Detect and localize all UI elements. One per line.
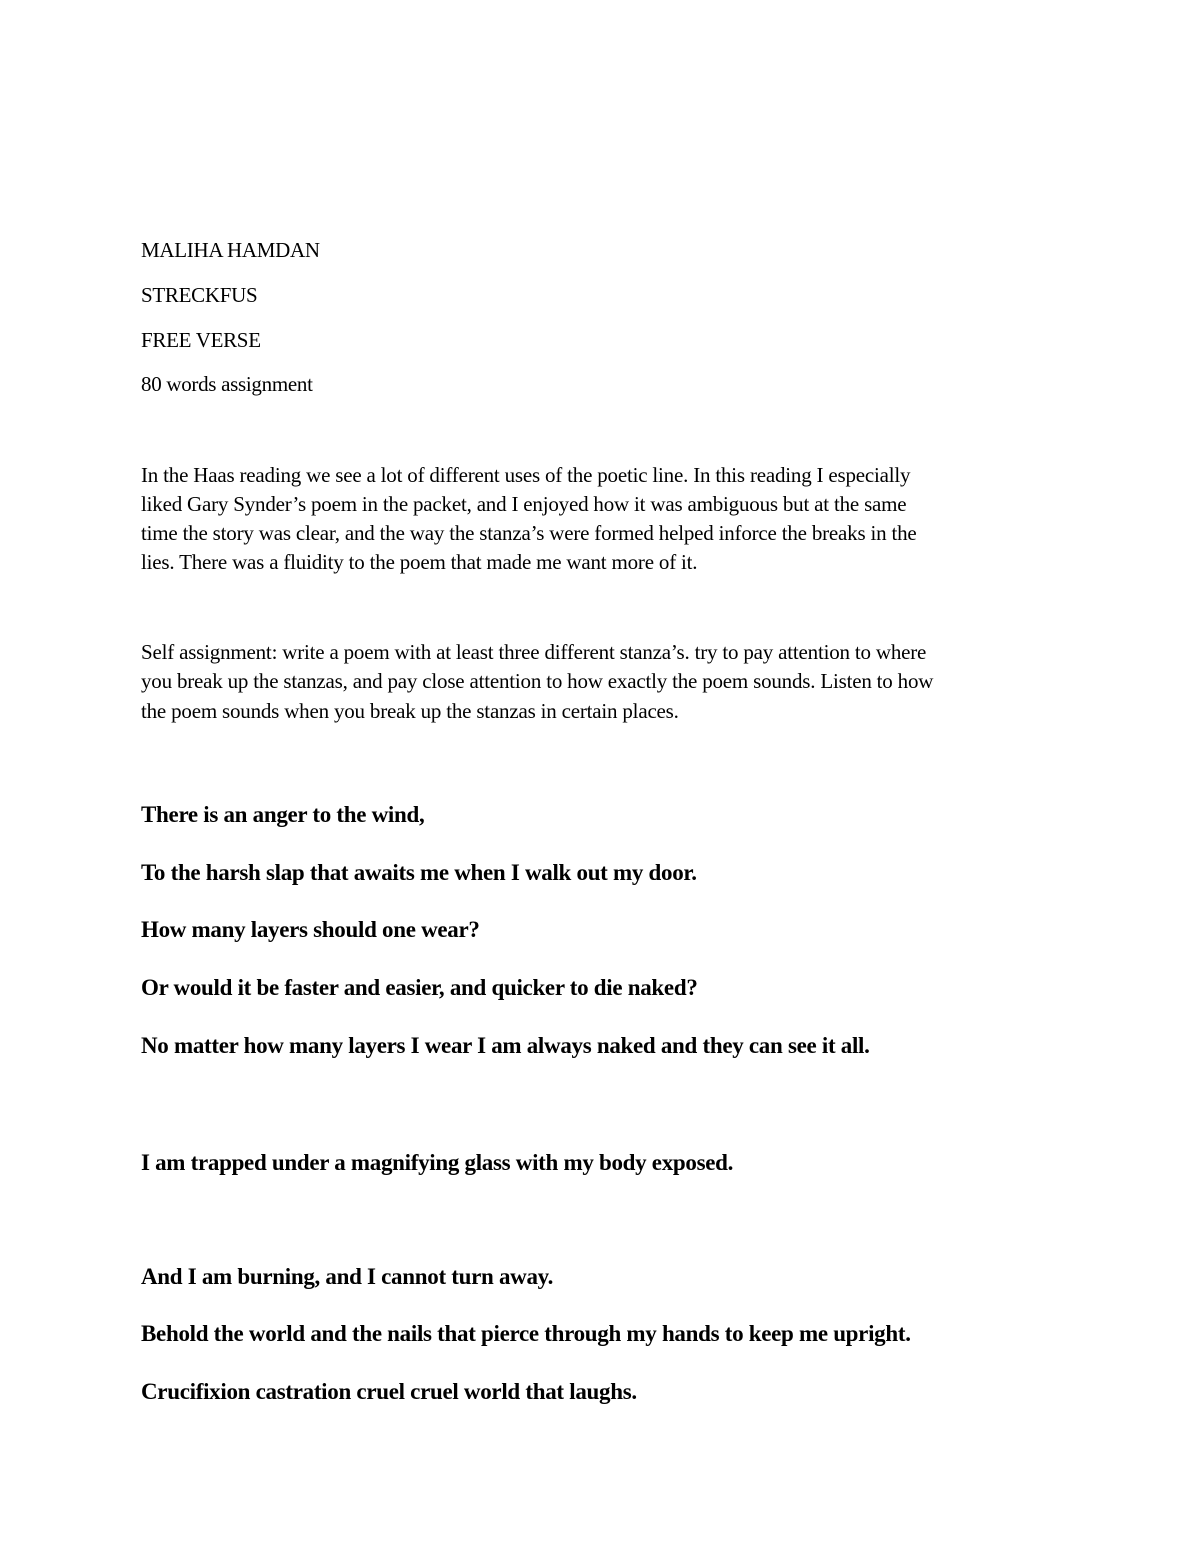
response-line: In the Haas reading we see a lot of different uses of the poetic line. In this reading I especially xyxy=(141,463,911,487)
response-line: time the story was clear, and the way the stanza’s were formed helped inforce the breaks in the xyxy=(141,521,917,545)
response-line: liked Gary Synder’s poem in the packet, and I enjoyed how it was ambiguous but at the same xyxy=(141,492,907,516)
poem-line: No matter how many layers I wear I am always naked and they can see it all. xyxy=(141,1033,870,1058)
poem-line: And I am burning, and I cannot turn away. xyxy=(141,1264,554,1289)
self-assignment-line: Self assignment: write a poem with at least three different stanza’s. try to pay attention to where xyxy=(141,640,927,664)
poem-line: There is an anger to the wind, xyxy=(141,802,425,827)
poem-line: I am trapped under a magnifying glass with my body exposed. xyxy=(141,1150,734,1175)
response-line: lies. There was a fluidity to the poem that made me want more of it. xyxy=(141,550,698,574)
self-assignment-line: you break up the stanzas, and pay close attention to how exactly the poem sounds. Listen to how xyxy=(141,669,934,693)
instructor-name: STRECKFUS xyxy=(141,283,258,307)
assignment-topic: FREE VERSE xyxy=(141,328,261,352)
poem-line: Behold the world and the nails that pierce through my hands to keep me upright. xyxy=(141,1321,911,1346)
assignment-title: 80 words assignment xyxy=(141,372,313,396)
student-name: MALIHA HAMDAN xyxy=(141,238,320,262)
poem-line: Crucifixion castration cruel cruel world that laughs. xyxy=(141,1379,637,1404)
poem-line: How many layers should one wear? xyxy=(141,917,480,942)
poem-line: Or would it be faster and easier, and quicker to die naked? xyxy=(141,975,698,1000)
self-assignment-line: the poem sounds when you break up the stanzas in certain places. xyxy=(141,699,679,723)
poem-line: To the harsh slap that awaits me when I walk out my door. xyxy=(141,860,697,885)
